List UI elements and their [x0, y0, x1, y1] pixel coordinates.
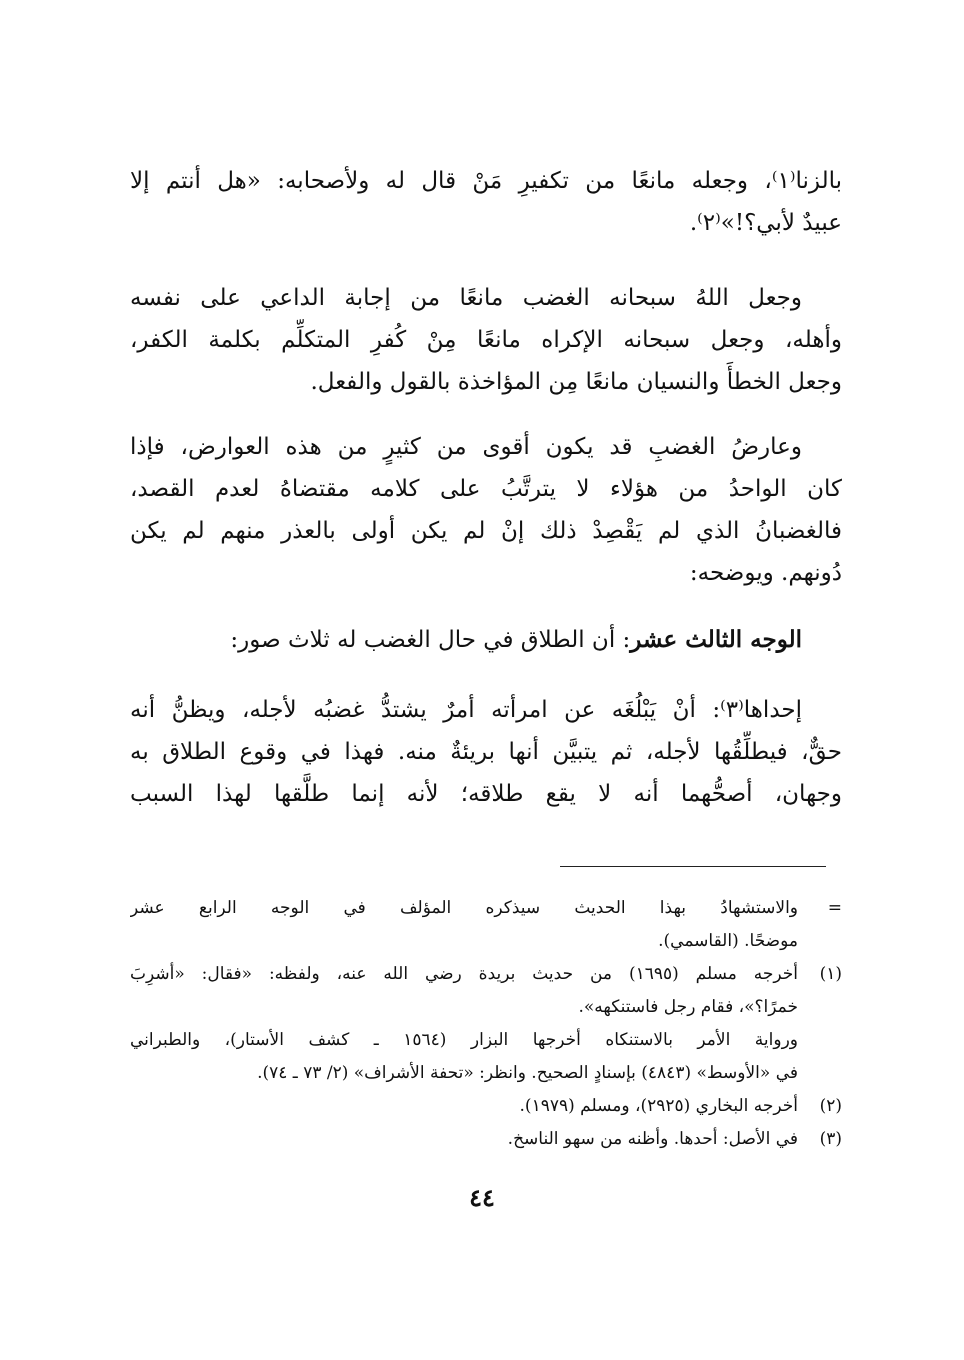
heading-text: : أن الطلاق في حال الغضب له ثلاث صور: — [230, 627, 631, 653]
footnote-2 — [130, 1090, 842, 1123]
text-line: حقٌّ، فيطلِّقُها لأجله، ثم يتبيَّن أنها بريئةٌ منه. فهذا في وقوع الطلاق به — [130, 739, 842, 765]
text-line: كان الواحدُ من هؤلاء لا يترتَّبُ على كلامه مقتضاهُ لعدم القصد، — [130, 476, 842, 502]
text-line: وجعل الخطأَ والنسيان مانعًا مِن المؤاخذة بالقول والفعل. — [310, 369, 842, 395]
footnote-separator — [560, 866, 826, 867]
text-line: إحداها⁽٣⁾: أنْ يَبْلُغَه عن امرأته أمرٌ يشتدُّ غضبُه لأجله، ويظنُّ أنه — [130, 697, 802, 723]
text-line: بالزنا⁽١⁾، وجعله مانعًا من تكفيرِ مَنْ قال له ولأصحابه: «هل أنتم إلا — [130, 168, 842, 194]
footnote-line: ورواية الأمر بالاستنكاه أخرجها البزار (١٥٦٤ ـ كشف الأستار)، والطبراني — [130, 1030, 798, 1050]
footnote-line: خمرًا؟»، فقام رجل فاستنكهه». — [578, 997, 798, 1017]
footnote-continuation — [130, 892, 842, 958]
footnote-3 — [130, 1123, 842, 1156]
footnote-marker: = — [827, 898, 842, 918]
text-line: وعارضُ الغضبِ قد يكون أقوى من كثيرٍ من هذه العوارض، فإذا — [130, 434, 802, 460]
paragraph-3 — [130, 426, 842, 594]
footnote-line: في «الأوسط» (٤٨٤٣) بإسنادٍ الصحيح. وانظر: «تحفة الأشراف» (٢/ ٧٣ ـ ٧٤). — [257, 1063, 798, 1083]
heading-bold-text: الوجه الثالث عشر — [630, 626, 802, 653]
paragraph-1 — [130, 160, 842, 244]
section-heading — [130, 619, 842, 661]
footnote-1 — [130, 958, 842, 1090]
text-line: وأهله، وجعل سبحانه الإكراه مانعًا مِنْ كُفرِ المتكلِّم بكلمة الكفر، — [130, 327, 842, 353]
footnote-line: والاستشهادُ بهذا الحديث سيذكره المؤلف في الوجه الرابع عشر — [130, 898, 798, 918]
footnote-line: أخرجه البخاري (٢٩٢٥)، ومسلم (١٩٧٩). — [519, 1096, 798, 1116]
page-number: ٤٤ — [469, 1183, 495, 1212]
footnote-line: في الأصل: أحدها. وأظنه من سهو الناسخ. — [507, 1129, 798, 1149]
paragraph-2 — [130, 277, 842, 403]
footnotes — [130, 892, 842, 1156]
heading-line — [130, 619, 842, 661]
footnote-line: موضحًا. (القاسمي). — [658, 931, 798, 951]
footnote-marker: (١) — [819, 964, 842, 984]
text-line: وجعل اللهُ سبحانه الغضب مانعًا من إجابة الداعي على نفسه — [130, 285, 802, 311]
footnote-marker: (٢) — [819, 1096, 842, 1116]
footnote-marker: (٣) — [819, 1129, 842, 1149]
text-line: وجهان، أصحُّهما أنه لا يقع طلاقه؛ لأنه إنما طلَّقها لهذا السبب — [130, 781, 842, 807]
paragraph-4 — [130, 689, 842, 815]
text-line: دُونهم. ويوضحه: — [689, 560, 842, 586]
text-line: عبيدٌ لأبي؟!»⁽٢⁾. — [689, 210, 842, 236]
text-line: فالغضبانُ الذي لم يَقْصِدْ ذلك إنْ لم يكن أولى بالعذر منهم لم يكن — [130, 518, 842, 544]
footnote-line: أخرجه مسلم (١٦٩٥) من حديث بريدة رضي الله عنه، ولفظه: «فقال: «أشرِبَ — [130, 964, 798, 984]
